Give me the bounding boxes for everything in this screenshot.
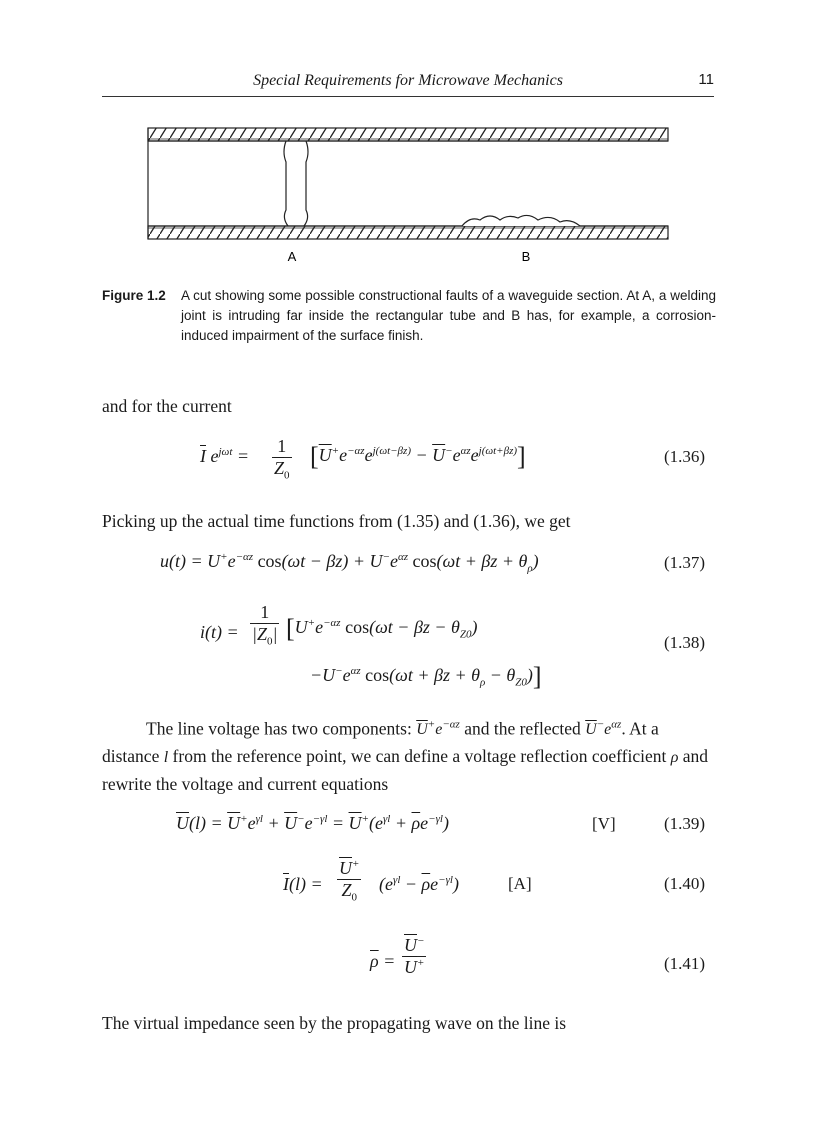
running-title: Special Requirements for Microwave Mechanics	[253, 72, 563, 89]
equation-1-38: i(t) = $\frac{1}{|\overline{Z}_0|}$ [$U^+e^{-\alpha z}$ $\cos(\omega t - \beta z - \theta_{Z0})$ $-U^-e^{\alpha z}$ $\cos(\omega t + \beta z + \theta_\rho - \theta_{Z0})$]	[200, 602, 542, 691]
equation-number-1-37: (1.37)	[664, 553, 706, 572]
equation-1-36: $\overline{I}$ $e^{j\omega t}$ = $\frac{1}{\overline{Z}_0}$ $[\overline{U}^+e^{-\alpha z}e^{j(\omega t-\beta z)} - \overline{U}^-e^{\alpha z}e^{j(\omega t+\beta z)}]$	[200, 436, 526, 482]
equation-1-40: $\overline{I}(l)$ = $\frac{\overline{U}^+}{\overline{Z}_0}$ $(e^{\gamma l} - \overline{\rho}e^{-\gamma l})$	[283, 858, 459, 904]
waveguide-figure	[140, 122, 672, 264]
equation-1-39: $\overline{U}(l) = \overline{U}^+e^{\gamma l} + \overline{U}^-e^{-\gamma l} = \overline{U}^+(e^{\gamma l} + \overline{\rho}e^{-\gamma l})$	[176, 813, 449, 833]
paragraph-current: and for the current	[102, 396, 232, 416]
equation-number-1-40: (1.40)	[664, 874, 706, 893]
caption-number: Figure 1.2	[102, 288, 166, 303]
paragraph-line-voltage: The line voltage has two components: $\overline{U}^+e^{-\alpha z}$ and the reflected $\overline{U}^-e^{\alpha z}$. At a distance l from the reference point, we can define a voltage reflection coefficient ρ and rewrite the voltage and current equations	[102, 718, 709, 795]
equation-number-1-38: (1.38)	[664, 633, 706, 652]
equation-1-41: $\overline{\rho}$ = $\frac{\overline{U}^-}{\overline{U}^+}$	[370, 935, 425, 977]
equation-1-37: $u(t) = U^+e^{-\alpha z}$ $\cos(\omega t - \beta z) + U^-e^{\alpha z}$ $\cos(\omega t + \beta z + \theta_\rho)$	[160, 551, 539, 575]
running-header	[102, 70, 714, 97]
welding-joint-a	[284, 141, 308, 226]
corrosion-b	[462, 215, 580, 226]
equation-number-1-36: (1.36)	[664, 447, 706, 466]
page-number: 11	[698, 71, 714, 88]
paragraph-virtual-impedance: The virtual impedance seen by the propagating wave on the line is	[102, 1013, 567, 1033]
unit-volts: [V]	[592, 814, 616, 833]
equation-number-1-39: (1.39)	[664, 814, 706, 833]
paragraph-time-functions: Picking up the actual time functions from (1.35) and (1.36), we get	[102, 511, 571, 531]
equation-number-1-41: (1.41)	[664, 954, 706, 973]
caption-text: A cut showing some possible constructional faults of a waveguide section. At A, a welding joint is intruding far inside the rectangular tube and B has, for example, a corrosion-induced impairment of the surface finish.	[181, 288, 716, 343]
label-b: B	[521, 249, 531, 264]
unit-amps: [A]	[508, 874, 532, 893]
label-a: A	[287, 249, 297, 264]
